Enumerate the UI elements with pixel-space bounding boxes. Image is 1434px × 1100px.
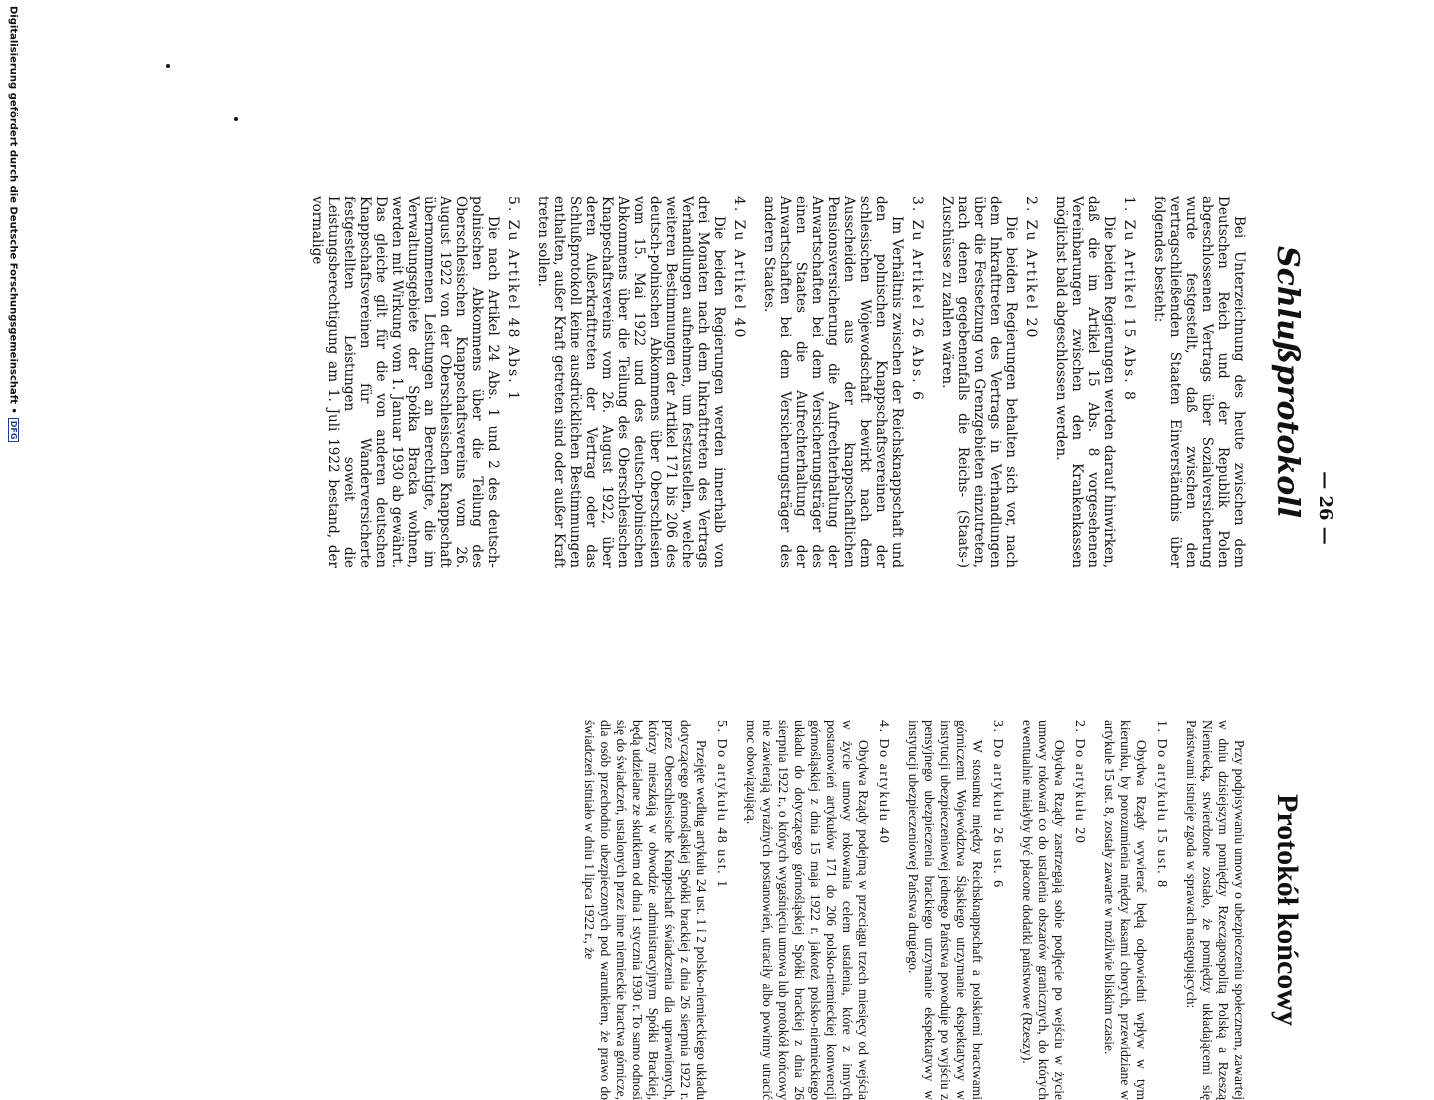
german-section-heading: 3. Zu Artikel 26 Abs. 6 [909,196,925,402]
polish-section-heading: 4. Do artykułu 40 [876,720,891,845]
german-section-3 [761,196,925,568]
scan-speck [166,64,170,68]
german-section-5 [309,196,521,568]
polish-section-text: W stosunku między Reichsknappschaft a polskiemi bractwami górniczemi Województwa Śląskiego utrzymanie ekspektatywy w instytucji ubezpieczeniowej jednego Państwa powoduje po wyjściu z pensyjnego ubezpieczenia brackiego utrzymanie ekspektatywy w instytucji ubezpieczeniowej Państwa drugiego. [906,720,985,1100]
german-section-text: Die beiden Regierungen behalten sich vor, nach dem Inkrafttreten des Vertrags in Verhandlungen über die Festsetzung von Grenzgebieten einzutreten, nach denen gegebenenfalls die Reichs- (Staats-) Zuschüsse zu zahlen wären. [939,196,1019,568]
polish-section-3 [905,720,1005,1100]
german-section-text: Die beiden Regierungen werden innerhalb von drei Monaten nach dem Inkrafttreten des Vertrags Verhandlungen aufnehmen, um festzustellen, welche weiteren Bestimmungen der Artikel 171 bis 206 des deutsch-polnischen Abkommens über Oberschlesien vom 15. Mai 1922 und des deutsch-polnischen Abkommens über die Teilung des Oberschlesischen Knappschaftsvereins vom 26. August 1922, über deren Außerkrafttreten der Vertrag oder das Schlußprotokoll keine ausdrücklichen Bestimmungen enthalten, außer Kraft getreten sind oder außer Kraft treten sollen. [535,196,727,568]
footer-text: Digitalisierung gefördert durch die Deutsche Forschungsgemeinschaft • [7,6,19,414]
german-section-1 [1053,196,1137,568]
german-section-text: Die nach Artikel 24 Abs. 1 und 2 des deutsch-polnischen Abkommens über die Teilung des Oberschlesischen Knappschaftsvereins vom 26. August 1922 von der Oberschlesischen Knappschaft übernommenen Leistungen an Berechtigte, die im Verwaltungsgebiete der Spółka Bracka wohnen, werden mit Wirkung vom 1. Januar 1930 ab gewährt. Das gleiche gilt für die von anderen deutschen Knappschaftsvereinen für Wanderversicherte festgestellten Leistungen soweit die Leistungsberechtigung am 1. Juli 1922 bestand, der vormalige [309,196,501,568]
german-section-text: Im Verhältnis zwischen der Reichsknappschaft und den polnischen Knappschaftsvereinen der schlesischen Wojewodschaft bewirkt nach dem Ausscheiden aus der knappschaftlichen Pensionsversicherung die Aufrechterhaltung der Anwartschaften bei dem Versicherungsträger des einen Staates die Aufrechterhaltung der Anwartschaften bei dem Versicherungsträger des anderen Staates. [761,196,905,568]
polish-section-heading: 5. Do artykułu 48 ust. 1 [714,720,729,889]
polish-section-1 [1101,720,1169,1100]
german-section-text: Die beiden Regierungen werden darauf hinwirken, daß die im Artikel 15 Abs. 8 vorgesehenen Vereinbarungen zwischen den Krankenkassen möglichst bald abgeschlossen werden. [1053,196,1117,568]
polish-section-heading: 3. Do artykułu 26 ust. 6 [990,720,1005,889]
polish-column [581,720,1304,1100]
polish-intro: Przy podpisywaniu umowy o ubezpieczeniu społecznem, zawartej w dniu dzisiejszym pomiędzy Rzecząpospolitą Polską a Rzeszą Niemiecką, stwierdzone zostało, że pomiędzy układającemi się Państwami istnieje zgoda w sprawach następujących: [1184,720,1247,1100]
german-intro: Bei Unterzeichnung des heute zwischen dem Deutschen Reich und der Republik Polen abgeschlossenen Vertrags über Sozialversicherung wurde festgestellt, daß zwischen den vertragschließenden Staaten Einverständnis über folgendes besteht: [1151,196,1247,568]
german-column [309,196,1304,568]
polish-section-text: Obydwa Rządy podejmą w przeciągu trzech miesięcy od wejścia w życie umowy rokowania celem ustalenia, które z innych postanowień artykułów 171 do 206 polsko-niemieckiej konwencji górnośląskiej z dnia 15 maja 1922 r. jakoteż polsko-niemieckiego układu do dotyczącego górnośląskiej Spółki brackiej z dnia 26 sierpnia 1922 r., o których wygaśnięciu umowa lub protokół końcowy nie zawierają wyraźnych postanowień, utraciły albo powinny utracić moc obowiązującą. [744,720,871,1100]
german-section-heading: 1. Zu Artikel 15 Abs. 8 [1121,196,1137,402]
german-section-heading: 4. Zu Artikel 40 [731,196,747,340]
german-section-2 [939,196,1039,568]
german-title: Schlußprotokoll [1270,246,1305,518]
dfg-logo: DFG [8,418,19,443]
polish-section-2 [1019,720,1087,1100]
polish-section-text: Obydwa Rządy wywierać będą odpowiedni wpływ w tym kierunku, by porozumienia między kasami chorych, przewidziane w artykule 15 ust. 8, zostały zawarte w możliwie bliskim czasie. [1102,720,1149,1100]
polish-section-4 [743,720,891,1100]
polish-section-text: Obydwa Rządy zastrzegają sobie podjęcie po wejściu w życie umowy rokowań co do ustalenia obszarów granicznych, do których ewentualnie miałyby być płacone dodatki państwowe (Rzeszy). [1020,720,1067,1100]
german-section-4 [535,196,747,568]
german-section-heading: 5. Zu Artikel 48 Abs. 1 [505,196,521,402]
digitization-footer [8,6,20,442]
scan-speck [234,117,238,121]
german-section-heading: 2. Zu Artikel 20 [1023,196,1039,340]
polish-section-5 [581,720,729,1100]
polish-title: Protokół końcowy [1271,794,1304,1026]
polish-section-text: Przejęte według artykułu 24 ust. 1 i 2 polsko-niemieckiego układu dotyczącego górnośląskiej Spółki brackiej z dnia 26 sierpnia 1922 r. przez Oberschlesische Knappschaft świadczenia dla uprawnionych, którzy mieszkają w obwodzie administracyjnym Spółki Brackiej, będą udzielane ze skutkiem od dnia 1 stycznia 1930 r. To samo odnosi się do świadczeń, ustalonych przez inne niemieckie bractwa górnicze, dla osób przechodnio ubezpieczonych pod warunkiem, że prawo do świadczeń istniało w dniu 1 lipca 1922 r., że [582,720,709,1100]
page-number: — 26 — [1315,471,1336,545]
polish-section-heading: 2. Do artykułu 20 [1072,720,1087,845]
polish-section-heading: 1. Do artykułu 15 ust. 8 [1154,720,1169,889]
